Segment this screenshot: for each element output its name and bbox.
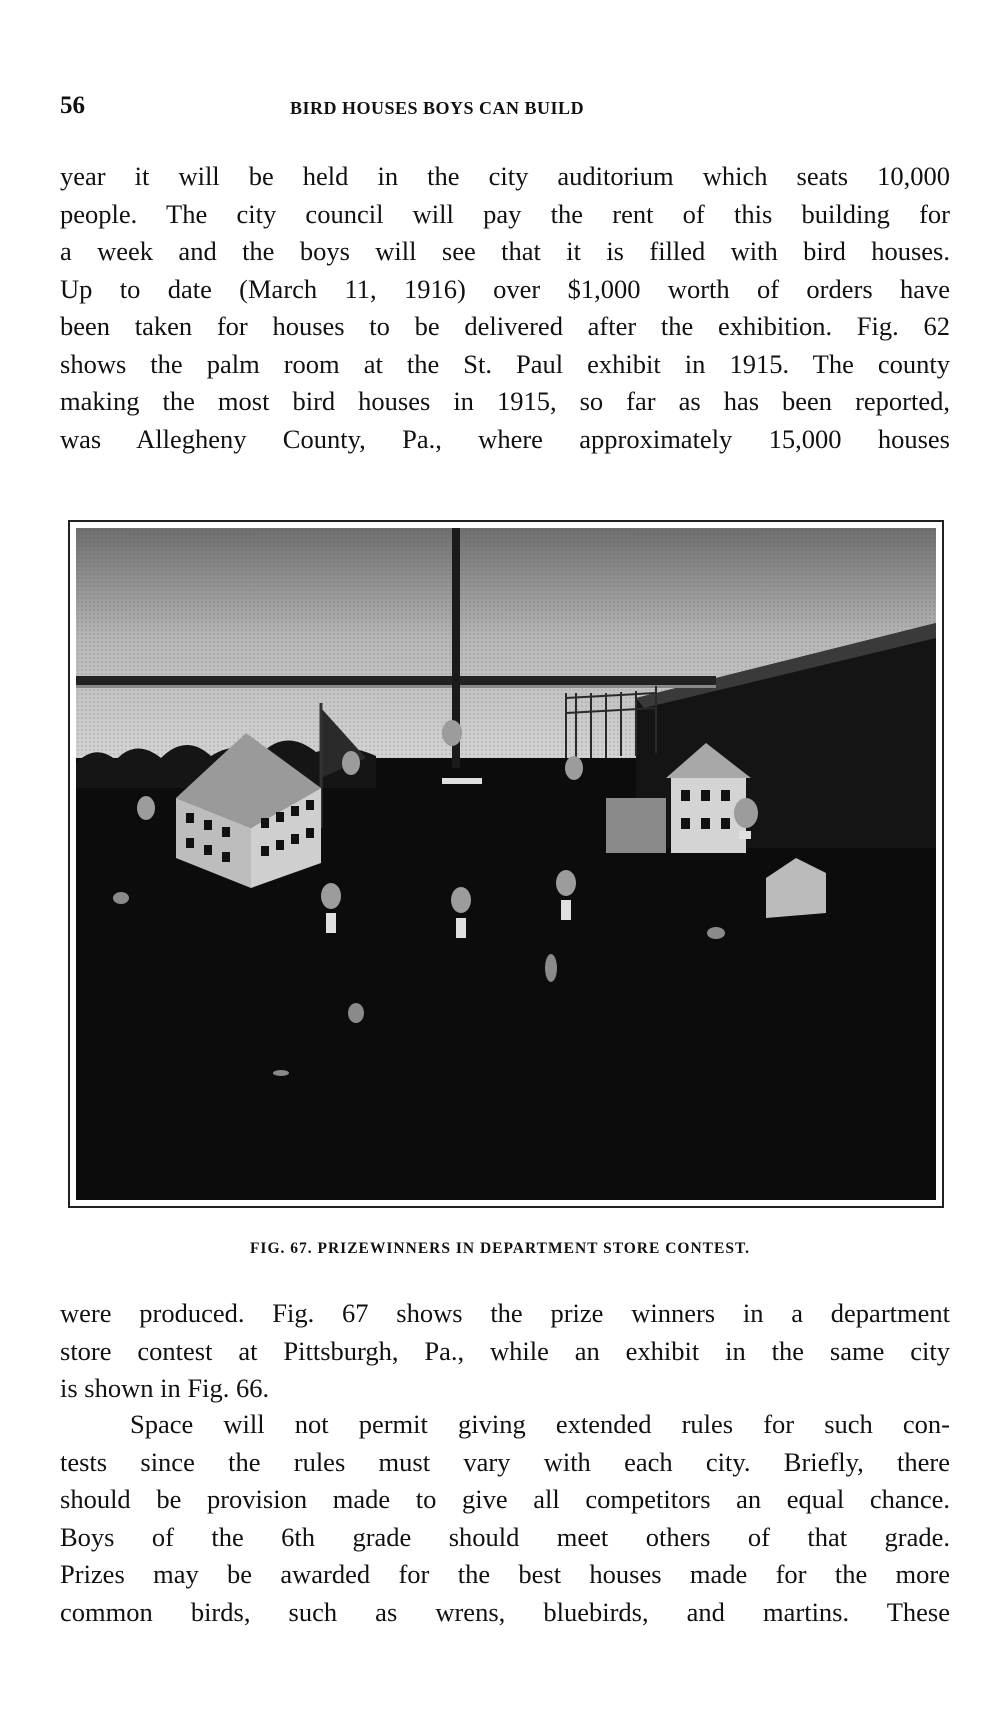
text-line: Space will not permit giving extended rules for such con- — [130, 1409, 950, 1439]
text-line: been taken for houses to be delivered after the exhibition. Fig. 62 — [60, 311, 950, 341]
text-line: a week and the boys will see that it is filled with bird houses. — [60, 236, 950, 266]
paragraph-conclusion — [60, 1295, 950, 1408]
paragraph-rules — [60, 1406, 950, 1631]
text-line: Boys of the 6th grade should meet others of that grade. — [60, 1521, 950, 1552]
text-line: people. The city council will pay the rent of this building for — [60, 198, 950, 229]
paragraph-continuation — [60, 158, 950, 458]
text-line: store contest at Pittsburgh, Pa., while an exhibit in the same city — [60, 1335, 950, 1366]
page-number: 56 — [60, 92, 85, 119]
text-line: common birds, such as wrens, bluebirds, and martins. These — [60, 1596, 950, 1627]
text-line: Up to date (March 11, 1916) over $1,000 worth of orders have — [60, 273, 950, 304]
text-line: is shown in Fig. 66. — [60, 1373, 270, 1403]
text-line: year it will be held in the city auditorium which seats 10,000 — [60, 161, 950, 191]
text-line: making the most bird houses in 1915, so far as has been reported, — [60, 386, 950, 416]
figure-caption: FIG. 67. PRIZEWINNERS IN DEPARTMENT STORE CONTEST. — [249, 1240, 751, 1257]
text-line: shows the palm room at the St. Paul exhibit in 1915. The county — [60, 348, 950, 379]
text-line: tests since the rules must vary with each city. Briefly, there — [60, 1446, 950, 1477]
figure-photograph — [68, 520, 944, 1208]
running-title: BIRD HOUSES BOYS CAN BUILD — [290, 98, 585, 118]
text-line: should be provision made to give all competitors an equal chance. — [60, 1484, 950, 1514]
text-line: were produced. Fig. 67 shows the prize winners in a department — [60, 1298, 950, 1328]
text-line: Prizes may be awarded for the best houses made for the more — [60, 1559, 950, 1589]
text-line: was Allegheny County, Pa., where approximately 15,000 houses — [60, 423, 950, 454]
prizewinners-photo — [76, 528, 936, 1200]
